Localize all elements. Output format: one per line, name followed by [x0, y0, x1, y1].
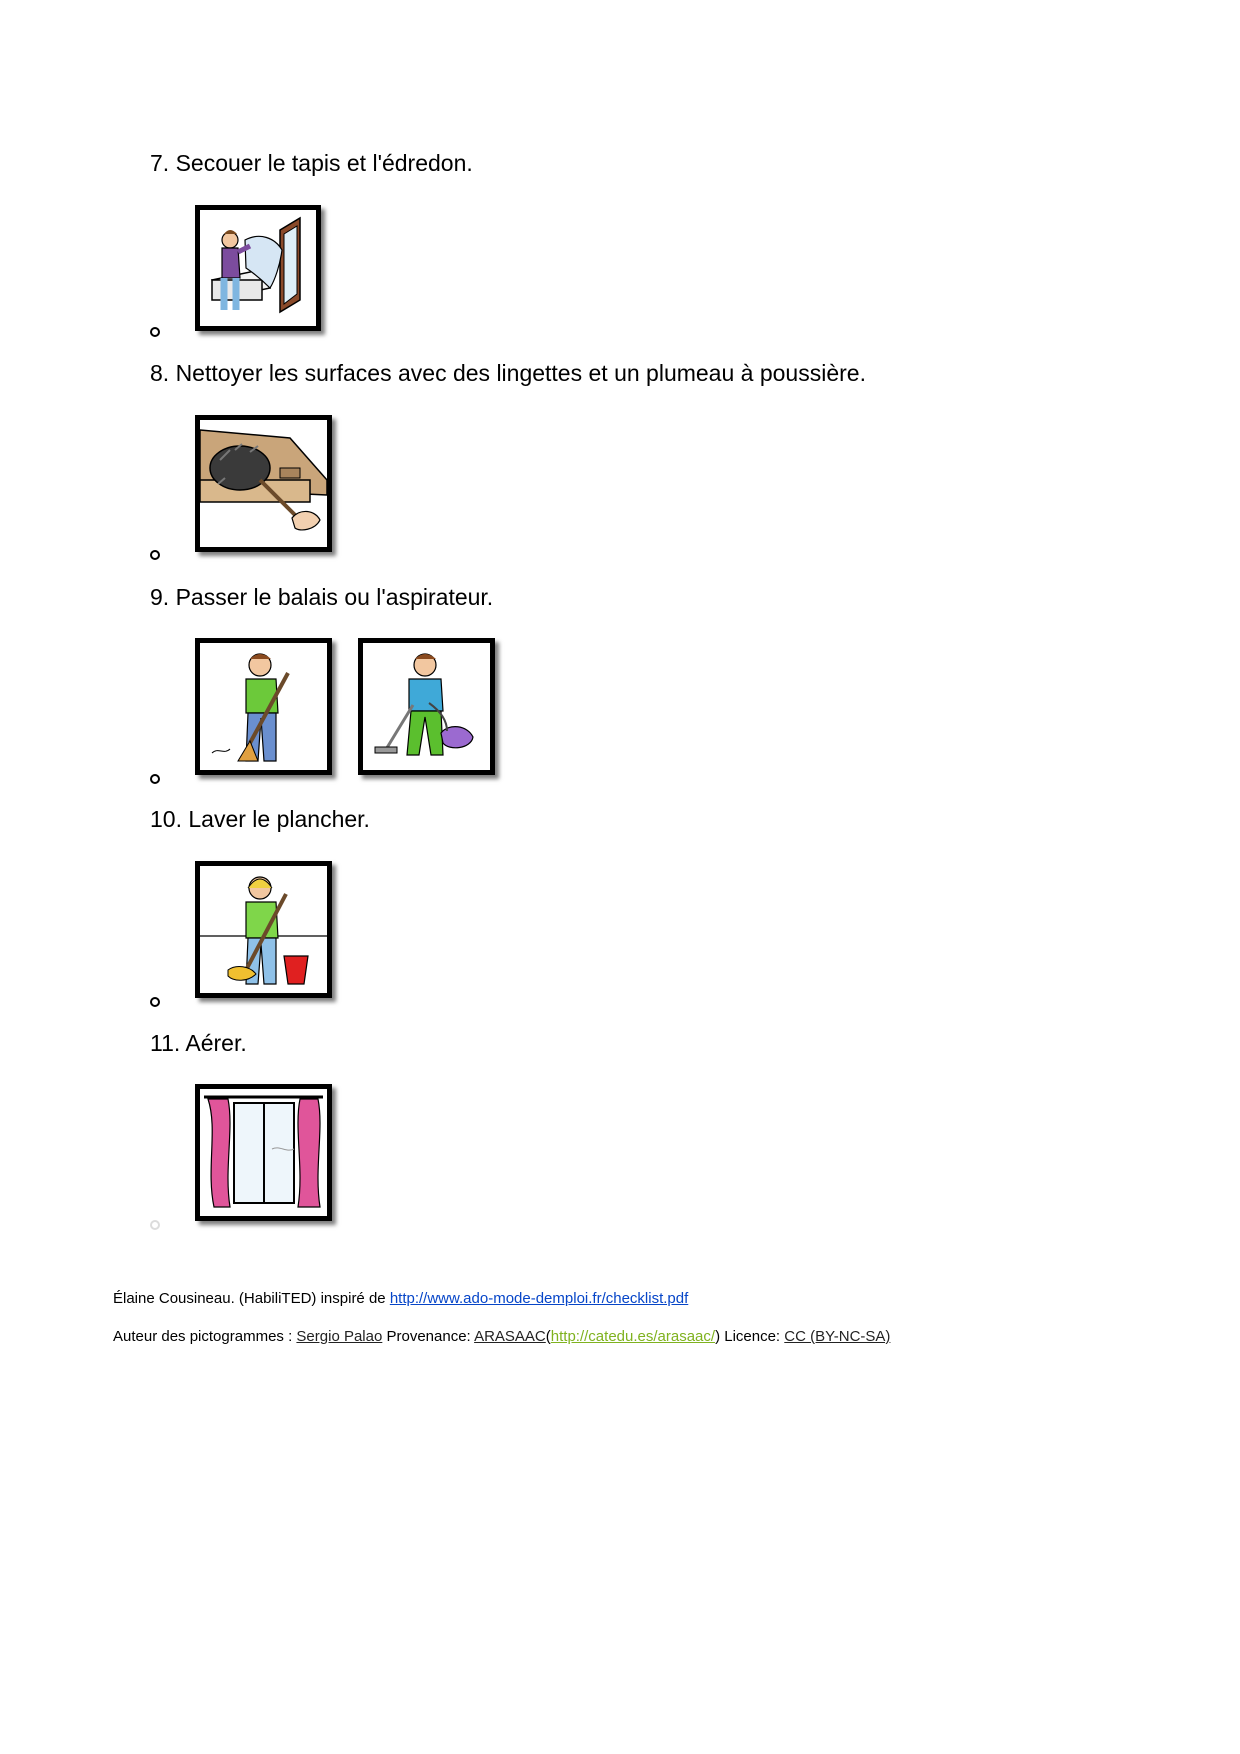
paren-close: )	[715, 1328, 721, 1345]
provenance-label: Provenance:	[386, 1328, 471, 1345]
vacuum-cleaner-pictogram	[358, 638, 495, 775]
task-8-heading: 8. Nettoyer les surfaces avec des lingettes et un plumeau à poussière.	[150, 360, 866, 386]
licence-label: Licence:	[724, 1328, 781, 1345]
credit-line	[113, 1290, 688, 1307]
mop-floor-pictogram	[195, 861, 332, 998]
author-link[interactable]: Sergio Palao	[296, 1328, 383, 1345]
task-7-checkbox[interactable]	[150, 327, 160, 337]
licence-link[interactable]: CC (BY-NC-SA)	[784, 1328, 891, 1345]
pictogram-credit-line	[113, 1328, 890, 1345]
task-9-checkbox[interactable]	[150, 774, 160, 784]
task-10-heading: 10. Laver le plancher.	[150, 806, 370, 832]
feather-duster-pictogram	[195, 415, 332, 552]
task-11-heading: 11. Aérer.	[150, 1030, 247, 1056]
paren-open: (	[545, 1328, 551, 1345]
task-7-heading: 7. Secouer le tapis et l'édredon.	[150, 150, 473, 176]
arasaac-link[interactable]: ARASAAC	[474, 1328, 546, 1345]
task-9-heading: 9. Passer le balais ou l'aspirateur.	[150, 584, 494, 610]
task-10-checkbox[interactable]	[150, 997, 160, 1007]
broom-pictogram	[195, 638, 332, 775]
arasaac-url-link[interactable]: http://catedu.es/arasaac/	[550, 1328, 716, 1345]
author-label: Auteur des pictogrammes :	[113, 1328, 293, 1345]
task-8-checkbox[interactable]	[150, 550, 160, 560]
open-window-pictogram	[195, 1084, 332, 1221]
shake-rug-pictogram	[195, 205, 321, 331]
credit-text: Élaine Cousineau. (HabiliTED) inspiré de	[113, 1290, 386, 1307]
checklist-source-link[interactable]: http://www.ado-mode-demploi.fr/checklist.pdf	[389, 1290, 689, 1307]
task-11-checkbox[interactable]	[150, 1220, 160, 1230]
